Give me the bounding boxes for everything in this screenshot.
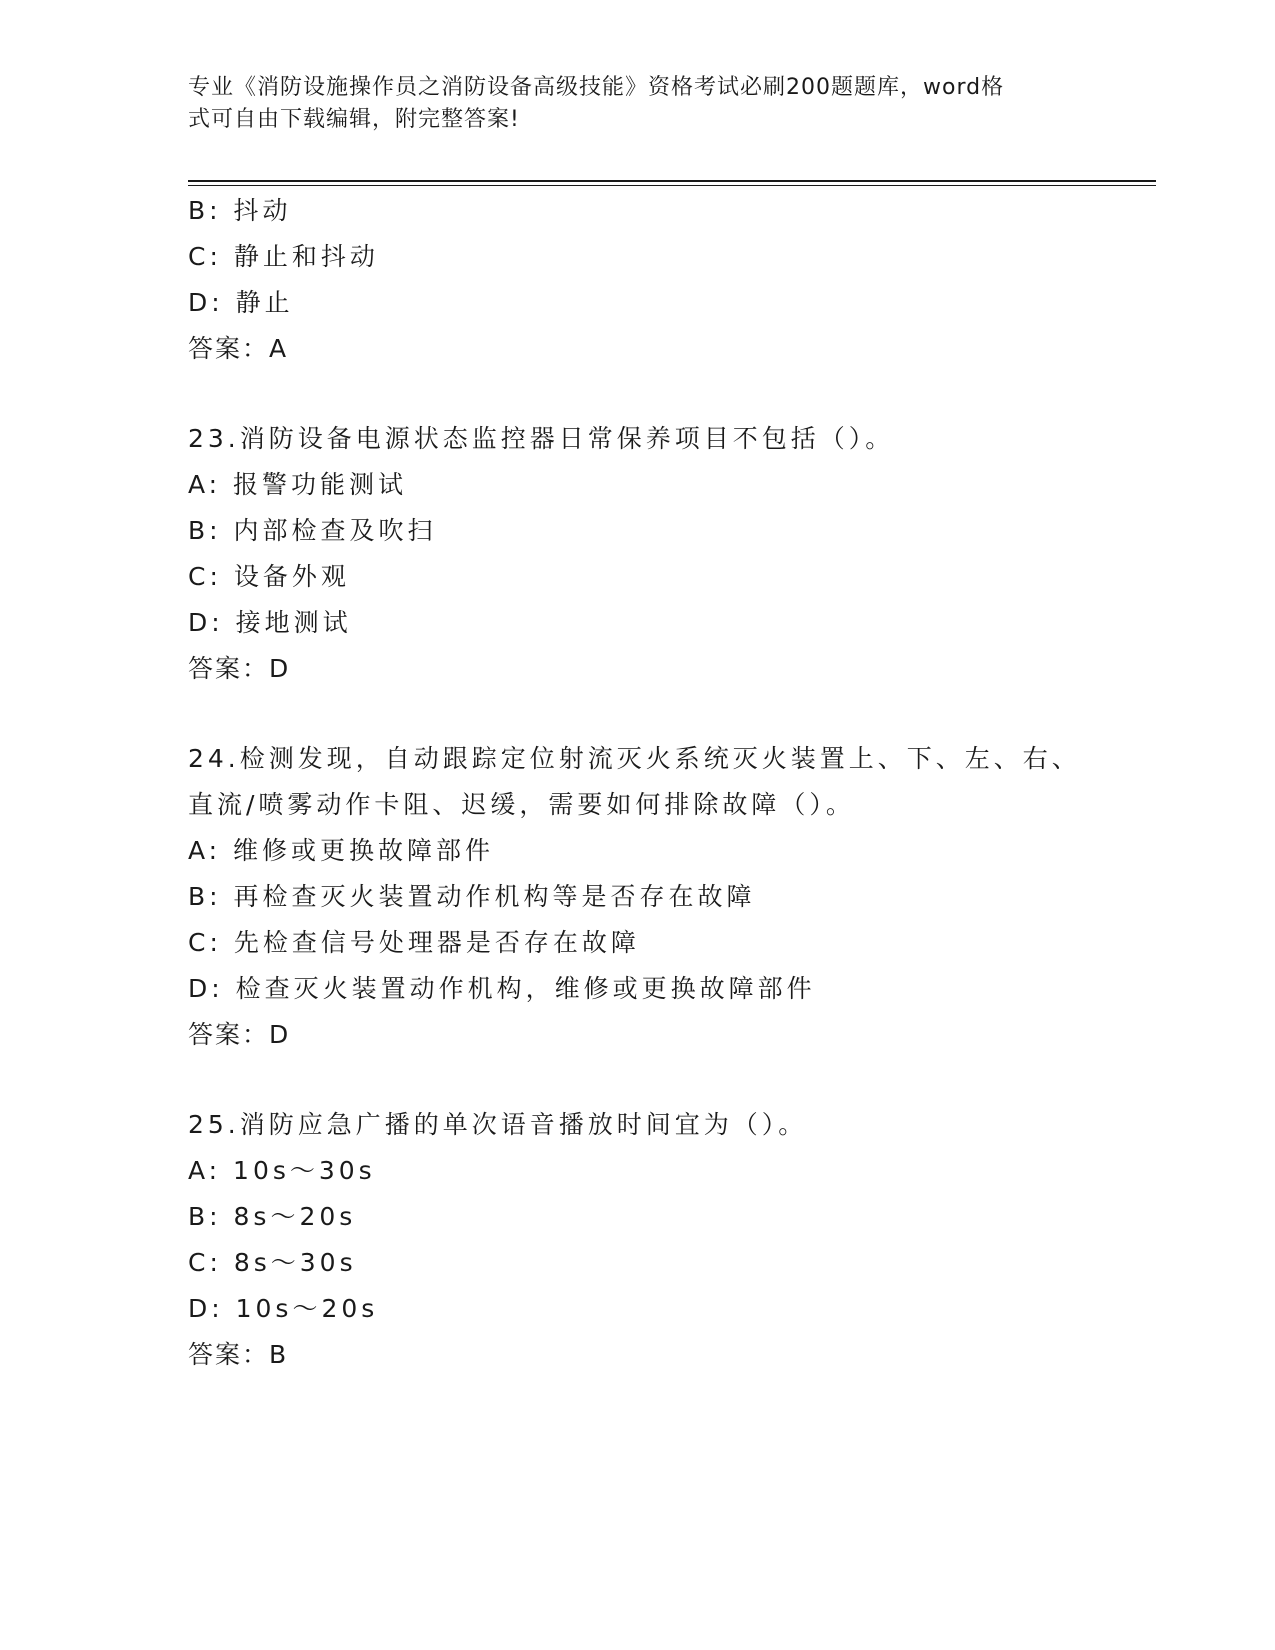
answer-line: 答案：D	[188, 654, 291, 683]
page-header	[188, 72, 1068, 136]
option-d: D: 静止	[188, 288, 294, 317]
question-23	[188, 416, 1148, 692]
option-d: D: 接地测试	[188, 608, 352, 637]
option-a: A: 维修或更换故障部件	[188, 836, 495, 865]
option-b: B: 内部检查及吹扫	[188, 516, 437, 545]
option-b: B: 再检查灭火装置动作机构等是否存在故障	[188, 882, 756, 911]
previous-question-tail	[188, 188, 1148, 372]
question-text: 25.消防应急广播的单次语音播放时间宜为（）。	[188, 1110, 808, 1139]
header-line-1: 专业《消防设施操作员之消防设备高级技能》资格考试必刷200题题库，word格	[188, 75, 1005, 100]
header-line-2: 式可自由下载编辑，附完整答案!	[188, 107, 520, 132]
question-25	[188, 1102, 1148, 1378]
option-c: C: 8s～30s	[188, 1248, 357, 1277]
option-b: B: 抖动	[188, 196, 292, 225]
answer-line: 答案：B	[188, 1340, 289, 1369]
question-text: 23.消防设备电源状态监控器日常保养项目不包括（）。	[188, 424, 895, 453]
option-d: D: 检查灭火装置动作机构，维修或更换故障部件	[188, 974, 816, 1003]
option-c: C: 静止和抖动	[188, 242, 379, 271]
question-text-line-2: 直流/喷雾动作卡阻、迟缓，需要如何排除故障（）。	[188, 790, 855, 819]
option-c: C: 设备外观	[188, 562, 350, 591]
option-a: A: 报警功能测试	[188, 470, 408, 499]
option-d: D: 10s～20s	[188, 1294, 379, 1323]
question-text-line-1: 24.检测发现，自动跟踪定位射流灭火系统灭火装置上、下、左、右、	[188, 744, 1081, 773]
header-divider	[188, 180, 1156, 182]
question-24	[188, 736, 1148, 1058]
option-c: C: 先检查信号处理器是否存在故障	[188, 928, 640, 957]
question-list	[188, 188, 1148, 1378]
answer-line: 答案：A	[188, 334, 289, 363]
option-b: B: 8s～20s	[188, 1202, 357, 1231]
option-a: A: 10s～30s	[188, 1156, 376, 1185]
answer-line: 答案：D	[188, 1020, 291, 1049]
